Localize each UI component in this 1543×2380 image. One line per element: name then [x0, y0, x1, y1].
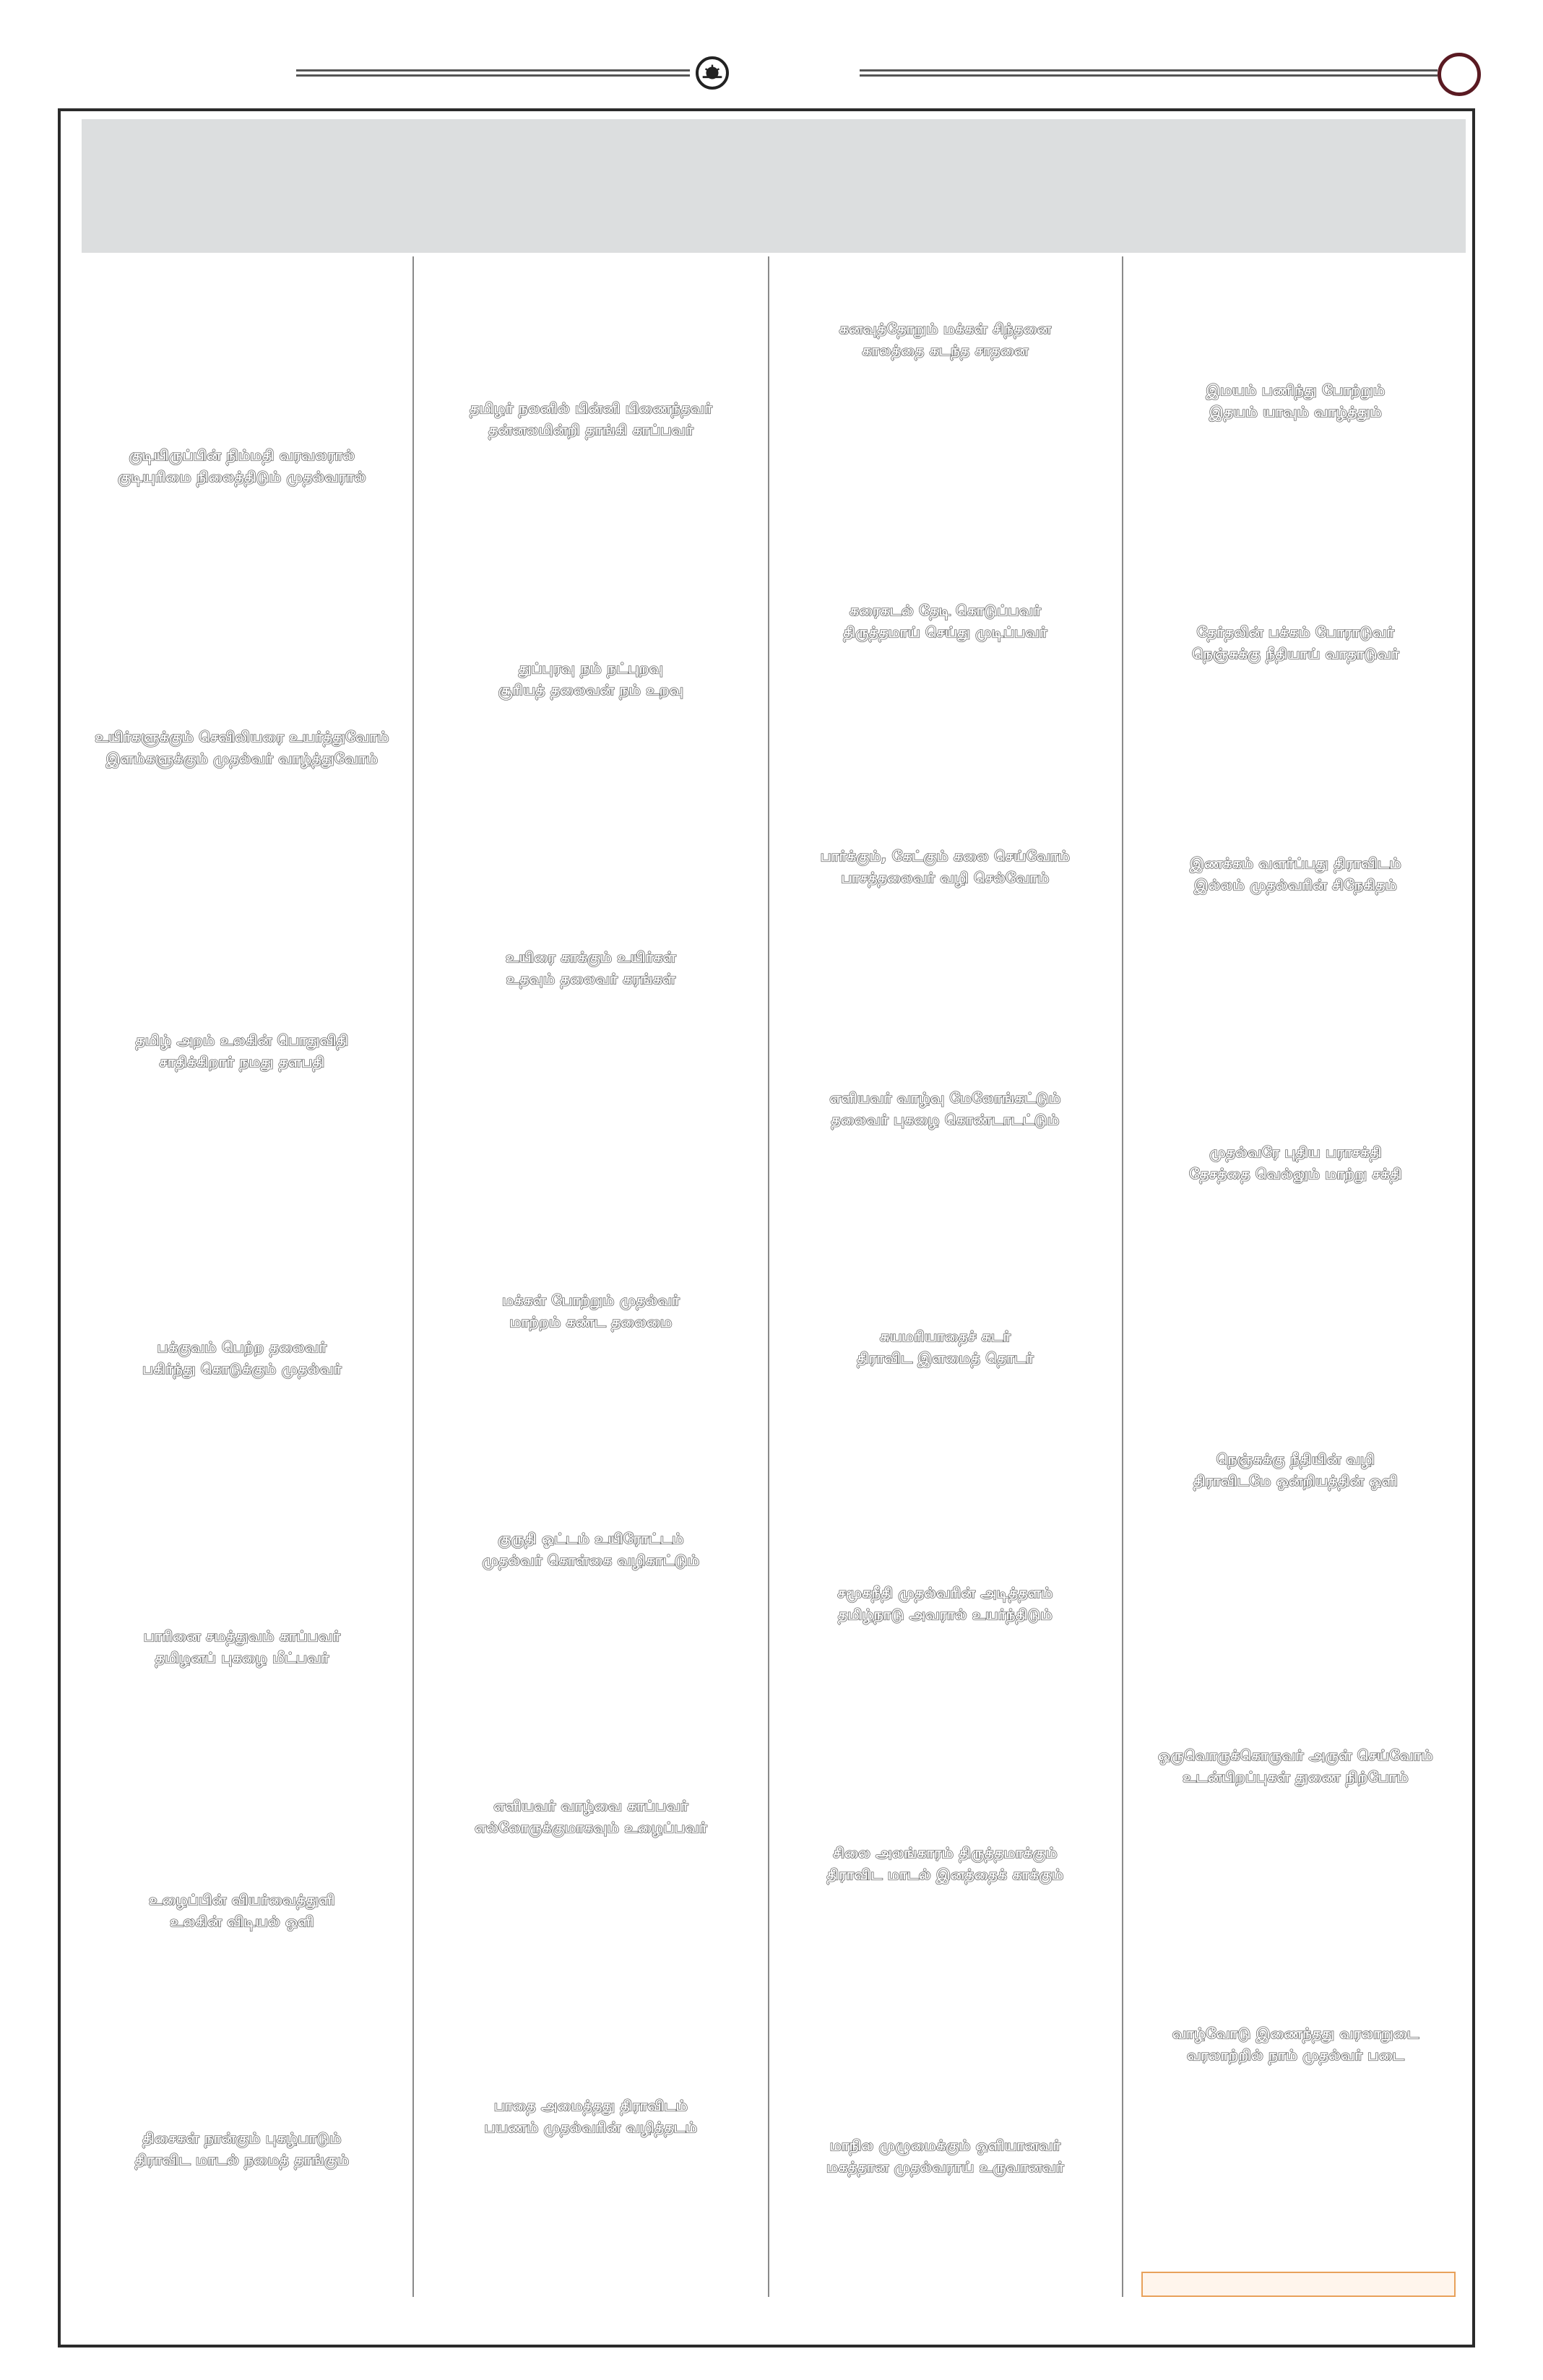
- verse-line: உதவும் தலைவர் கரங்கள்: [506, 970, 676, 987]
- verse-line: பகிர்ந்து கொடுக்கும் முதல்வர்: [142, 1360, 342, 1377]
- verse-block: [415, 397, 766, 441]
- verse-line: நெஞ்சுக்கு நீதியாய் வாதாடுவர்: [1192, 645, 1399, 662]
- verse-line: எளியவர் வாழ்வை காப்பவர்: [493, 1797, 688, 1814]
- verse-line: திசைகள் நான்கும் புகழ்பாடும்: [142, 2129, 342, 2147]
- verse-line: திராவிட மாடல் நமைத் தாங்கும்: [134, 2151, 350, 2168]
- verse-line: வாழ்வோடு இணைந்தது வரலாறுடை: [1172, 2025, 1419, 2042]
- verse-line: குடியுரிமை நிலைத்திடும் முதல்வரால்: [118, 468, 366, 485]
- header-rule-right: [860, 69, 1438, 77]
- verse-block: [415, 1289, 766, 1333]
- verse-line: உழைப்பின் வியர்வைத்துளி: [149, 1891, 335, 1908]
- verse-line: தமிழனப் புகழை மீட்பவர்: [155, 1649, 329, 1666]
- verse-block: [72, 726, 412, 769]
- header-rule-left: [296, 69, 690, 77]
- verse-block: [1124, 1448, 1467, 1492]
- verse-line: தன்னலமின்றி தாங்கி காப்பவர்: [488, 421, 693, 438]
- verse-line: திராவிடமே ஒன்றியத்தின் ஒளி: [1193, 1472, 1399, 1489]
- verse-block: [72, 1889, 412, 1932]
- verse-line: ஒருவொருக்கொருவர் அருள் செய்வோம்: [1158, 1747, 1433, 1764]
- verse-block: [415, 946, 766, 990]
- verse-line: முதல்வர் கொள்கை வழிகாட்டும்: [482, 1552, 700, 1569]
- verse-line: குருதி ஓட்டம் உயிரோட்டம்: [498, 1530, 684, 1547]
- verse-line: மாநில முழுமைக்கும் ஒளியானவர்: [829, 2137, 1061, 2154]
- verse-line: முதல்வரே புதிய பராசக்தி: [1209, 1143, 1382, 1161]
- verse-line: திராவிட இளமைத் தொடர்: [857, 1349, 1034, 1367]
- verse-line: மக்கள் போற்றும் முதல்வர்: [502, 1291, 680, 1309]
- verse-column-2: [415, 256, 766, 2297]
- verse-line: மாற்றம் கண்ட தலைமை: [509, 1313, 673, 1330]
- verse-block: [770, 845, 1120, 888]
- verse-line: வரலாற்றில் நாம் முதல்வர் படை: [1187, 2046, 1404, 2064]
- verse-line: இணக்கம் வளர்ப்பது திராவிடம்: [1190, 854, 1401, 872]
- verse-line: கனவுத்தோறும் மக்கள் சிந்தனை: [839, 320, 1052, 337]
- verse-line: பாதை அமைத்தது திராவிடம்: [494, 2097, 688, 2114]
- verse-line: கரைகடல் தேடி கொடுப்பவர்: [850, 602, 1041, 619]
- circle-marker-icon: [1438, 53, 1481, 96]
- verse-line: சாதிக்கிறார் நமது தளபதி: [159, 1053, 325, 1070]
- verse-block: [72, 1336, 412, 1380]
- column-divider: [768, 256, 769, 2297]
- verse-line: உலகின் விடியல் ஒளி: [170, 1913, 314, 1930]
- verse-block: [72, 1029, 412, 1073]
- verse-line: பார்க்கும், கேட்கும் கலை செய்வோம்: [820, 847, 1071, 865]
- verse-line: உயிரை காக்கும் உயிர்கள்: [506, 948, 676, 966]
- verse-line: தேர்தலின் பக்கம் போராடுவர்: [1196, 623, 1395, 641]
- verse-line: திராவிட மாடல் இனத்தைக் காக்கும்: [826, 1866, 1064, 1883]
- verse-line: பாசத்தலைவர் வழி செல்வோம்: [841, 869, 1050, 886]
- verse-column-3: [770, 256, 1120, 2297]
- verse-block: [72, 444, 412, 488]
- column-divider: [412, 256, 414, 2297]
- verse-block: [770, 1325, 1120, 1369]
- verse-line: சமூகநீதி முதல்வரின் அடித்தளம்: [837, 1584, 1053, 1601]
- verse-block: [1124, 379, 1467, 423]
- verse-block: [770, 1842, 1120, 1885]
- verse-block: [770, 600, 1120, 643]
- verse-block: [770, 1582, 1120, 1625]
- verse-line: திருத்தமாய் செய்து முடிப்பவர்: [843, 623, 1047, 641]
- header-band: [82, 119, 1466, 253]
- verse-line: துப்புரவு நம் நட்புறவு: [518, 659, 664, 677]
- verse-line: பக்குவம் பெற்ற தலைவர்: [157, 1338, 327, 1356]
- verse-block: [1124, 1744, 1467, 1788]
- verse-line: நெஞ்சுக்கு நீதியின் வழி: [1216, 1450, 1375, 1468]
- verse-line: குடியிருப்பின் நிம்மதி வரவலரால்: [129, 446, 355, 464]
- verse-line: தேசத்தை வெல்லும் மாற்று சக்தி: [1189, 1165, 1402, 1182]
- verse-block: [415, 1528, 766, 1571]
- verse-line: எளியவர் வாழ்வு மேலோங்கட்டும்: [829, 1089, 1061, 1107]
- verse-column-4: [1124, 256, 1467, 2297]
- verse-block: [1124, 852, 1467, 896]
- verse-line: மகத்தான முதல்வராய் உருவானவர்: [826, 2158, 1064, 2176]
- verse-block: [72, 1625, 412, 1669]
- verse-line: இமயம் பணிந்து போற்றும்: [1206, 381, 1386, 399]
- verse-line: தலைவர் புகழை கொண்டாடட்டும்: [831, 1111, 1060, 1128]
- verse-block: [1124, 1141, 1467, 1185]
- verse-block: [415, 2095, 766, 2138]
- verse-line: தமிழர் நலனில் பின்னி பிணைந்தவர்: [470, 399, 712, 417]
- verse-block: [1124, 2022, 1467, 2066]
- verse-line: சுயமரியாதைச் சுடர்: [880, 1328, 1011, 1345]
- verse-line: தமிழ் அறம் உலகின் பொதுவிதி: [135, 1031, 349, 1049]
- verse-line: உடன்பிறப்புகள் துணை நிற்போம்: [1183, 1768, 1409, 1786]
- verse-line: இல்லம் முதல்வரின் சிநேகிதம்: [1194, 876, 1397, 893]
- verse-line: பயணம் முதல்வரின் வழித்தடம்: [484, 2119, 698, 2136]
- verse-block: [415, 657, 766, 701]
- column-divider: [1122, 256, 1123, 2297]
- verse-line: சூரியத் தலைவன் நம் உறவு: [498, 681, 684, 698]
- verse-block: [415, 1795, 766, 1838]
- rising-sun-emblem-icon: [696, 56, 729, 90]
- footer-box: [1141, 2272, 1456, 2297]
- verse-line: சிலை அலங்காரம் திருத்தமாக்கும்: [833, 1844, 1058, 1861]
- verse-line: இளம்களுக்கும் முதல்வர் வாழ்த்துவோம்: [105, 750, 379, 767]
- verse-column-1: [72, 256, 412, 2297]
- verse-block: [770, 2134, 1120, 2178]
- verse-line: தமிழ்நாடு அவரால் உயர்ந்திடும்: [838, 1606, 1053, 1623]
- verse-block: [770, 318, 1120, 361]
- verse-block: [770, 1087, 1120, 1130]
- verse-block: [1124, 621, 1467, 665]
- verse-line: எல்லோருக்குமாகவும் உழைப்பவர்: [475, 1819, 707, 1836]
- verse-line: இதயம் யாவும் வாழ்த்தும்: [1209, 403, 1382, 420]
- verse-line: காலத்தை கடந்த சாதனை: [862, 342, 1029, 359]
- verse-block: [72, 2127, 412, 2171]
- verse-line: உயிர்களுக்கும் செவிலியரை உயர்த்துவோம்: [95, 728, 389, 745]
- verse-line: பாரினை சமத்துவம் காப்பவர்: [143, 1627, 341, 1645]
